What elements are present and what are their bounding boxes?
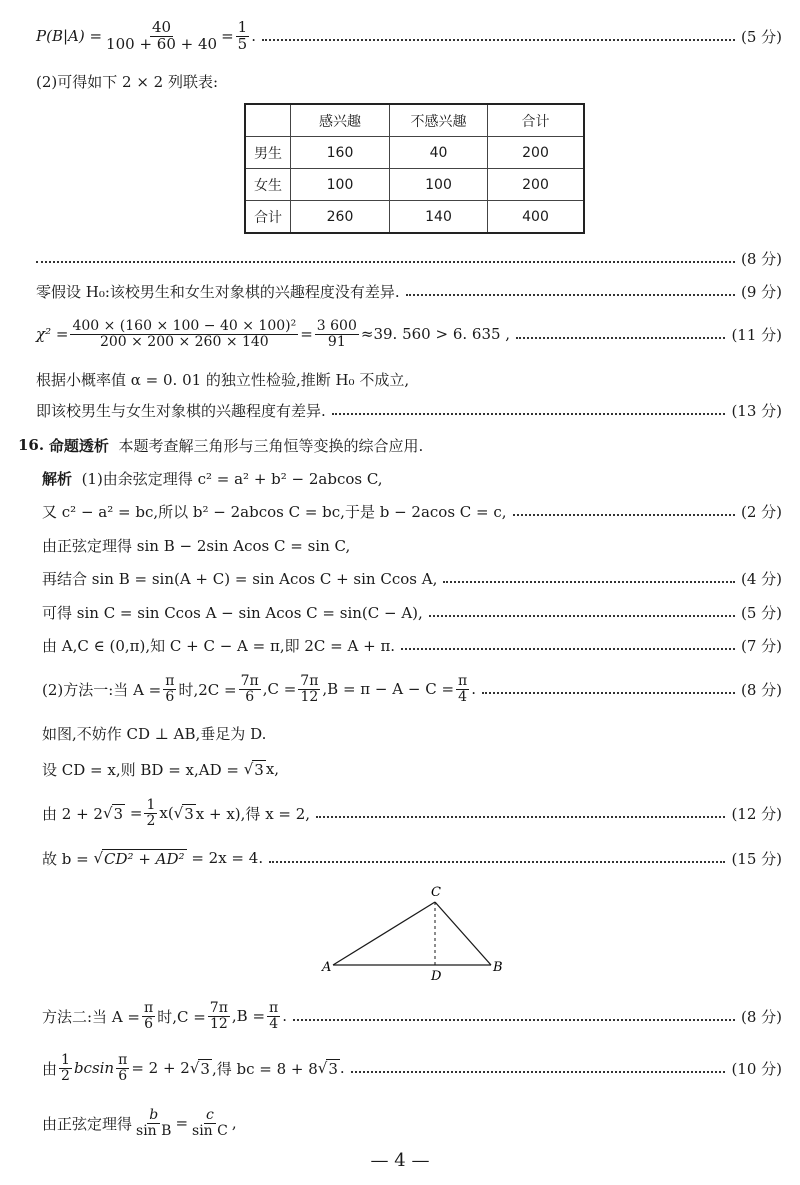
leader-dots <box>401 648 735 650</box>
solution-line: 故 b = √ CD² + AD² = 2x = 4. (15 分) <box>42 849 782 868</box>
analysis-line: 解析 (1)由余弦定理得 c² = a² + b² − 2abcos C, <box>42 469 383 488</box>
score-label: (7 分) <box>740 636 782 655</box>
method-one-line: (2)方法一:当 A = $\frac{\pi}{6}$ 时,2C = $\frac{7\pi}{6}$ ,C = $\frac{7\pi}{12}$ ,B = π − A − C = $\frac{\pi}{4}$ . (8 分) <box>42 672 782 705</box>
solution-line: 由正弦定理得 $\frac{b}{\text{sin B}}$ = $\frac{c}{\text{sin C}}$ , <box>42 1106 237 1139</box>
score-label: (13 分) <box>731 401 782 420</box>
score-label: (12 分) <box>731 804 782 823</box>
solution-line: 由 2 + 2 √ 3 = $\frac{1}{2}$ x( √ 3 x + x),得 x = 2, (12 分) <box>42 796 782 829</box>
table-header-row: 感兴趣 不感兴趣 合计 <box>245 104 584 137</box>
solution-line: 再结合 sin B = sin(A + C) = sin Acos C + sin Ccos A, (4 分) <box>42 569 782 588</box>
score-label: (9 分) <box>740 282 782 301</box>
solution-line: 由 A,C ∈ (0,π),知 C + C − A = π,即 2C = A + π. (7 分) <box>42 636 782 655</box>
table-row: 合计 260 140 400 <box>245 201 584 234</box>
leader-dots <box>269 861 725 863</box>
fraction: $\frac{7\pi}{6}$ <box>240 672 259 705</box>
solution-line: 由正弦定理得 sin B − 2sin Acos C = sin C, <box>42 536 351 555</box>
solution-line: 如图,不妨作 CD ⊥ AB,垂足为 D. <box>42 724 267 743</box>
score-label: (8 分) <box>740 1007 782 1026</box>
question-16-header: 16. 命题透析 本题考查解三角形与三角恒等变换的综合应用. <box>18 436 424 455</box>
conclusion-line: 即该校男生与女生对象棋的兴趣程度有差异. (13 分) <box>36 401 782 420</box>
leader-dots <box>429 615 735 617</box>
solution-line: 又 c² − a² = bc,所以 b² − 2abcos C = bc,于是 b − 2acos C = c, (2 分) <box>42 502 782 521</box>
table-row: 女生 100 100 200 <box>245 169 584 201</box>
fraction: $\frac{1}{5}$ <box>237 17 248 53</box>
fraction: $\frac{\pi}{6}$ <box>144 999 154 1032</box>
leader-dots <box>332 413 726 415</box>
segment-ac <box>333 902 435 965</box>
score-line <box>36 246 782 270</box>
formula-chi-square: χ² = $\frac{\text{400 × (160 × 100 − 40 × 100)²}}{200 \times 200 \times 260 \times 140}$ = $\frac{3 600}{91}$ ≈39. 560 > 6. 635 , (11 分) <box>36 317 782 350</box>
solution-line: 可得 sin C = sin Ccos A − sin Acos C = sin(C − A), (5 分) <box>42 603 782 622</box>
section-title: 命题透析 <box>48 436 109 455</box>
fraction: $\frac{3 600}{91}$ <box>316 317 357 350</box>
fraction: $\frac{c}{\text{sin C}}$ <box>192 1106 228 1139</box>
score-label: (10 分) <box>731 1059 782 1078</box>
fraction: $\frac{7\pi}{12}$ <box>209 999 228 1032</box>
leader-dots <box>36 261 735 263</box>
leader-dots <box>516 337 725 339</box>
label-c: C <box>431 885 441 900</box>
fraction: $\frac{1}{2}$ <box>146 796 156 829</box>
page-number: — 4 — <box>370 1150 430 1171</box>
fraction: $\frac{\pi}{4}$ <box>269 999 279 1032</box>
solution-line: 由 $\frac{1}{2}$ bcsin $\frac{\pi}{6}$ = 2 + 2 √ 3 ,得 bc = 8 + 8 √ 3 . (10 分) <box>42 1051 782 1084</box>
contingency-table <box>244 103 585 234</box>
leader-dots <box>262 39 735 41</box>
table-row: 男生 160 40 200 <box>245 137 584 169</box>
label-a: A <box>322 960 332 975</box>
label-b: B <box>493 960 503 975</box>
text-line: (2)可得如下 2 × 2 列联表: <box>36 72 219 91</box>
label-d: D <box>431 969 442 984</box>
leader-dots <box>513 514 735 516</box>
method-two-line: 方法二:当 A = $\frac{\pi}{6}$ 时,C = $\frac{7\pi}{12}$ ,B = $\frac{\pi}{4}$ . (8 分) <box>42 999 782 1032</box>
fraction: $\frac{40}{100 + 60 + 40}$ <box>106 17 218 53</box>
leader-dots <box>351 1071 726 1073</box>
leader-dots <box>316 816 725 818</box>
score-label: (2 分) <box>740 502 782 521</box>
fraction: $\frac{7\pi}{12}$ <box>300 672 319 705</box>
leader-dots <box>406 294 735 296</box>
fraction: $\frac{\pi}{6}$ <box>118 1051 128 1084</box>
score-label: (5 分) <box>740 603 782 622</box>
score-label: (4 分) <box>740 569 782 588</box>
leader-dots <box>443 581 735 583</box>
score-label: (8 分) <box>740 680 782 699</box>
fraction: $\frac{\pi}{6}$ <box>165 672 175 705</box>
null-hypothesis-line: 零假设 H₀:该校男生和女生对象棋的兴趣程度没有差异. (9 分) <box>36 282 782 301</box>
fraction: $\frac{\pi}{4}$ <box>458 672 468 705</box>
leader-dots <box>482 692 735 694</box>
solution-line: 设 CD = x,则 BD = x,AD = √ 3 x, <box>42 760 280 779</box>
text-line: 根据小概率值 α = 0. 01 的独立性检验,推断 H₀ 不成立, <box>36 370 410 389</box>
leader-dots <box>293 1019 735 1021</box>
score-label: (5 分) <box>740 27 782 46</box>
score-label: (11 分) <box>731 325 782 344</box>
score-label: (15 分) <box>731 849 782 868</box>
triangle-figure <box>315 880 515 985</box>
score-label: (8 分) <box>740 249 782 268</box>
fraction: $\frac{b}{\text{sin B}}$ <box>136 1106 172 1139</box>
segment-bc <box>435 902 491 965</box>
fraction: $\frac{1}{2}$ <box>61 1051 70 1084</box>
formula-conditional-probability: P(B|A) = $\frac{40}{100 + 60 + 40}$ = $\frac{1}{5}$ . (5 分) <box>36 17 782 53</box>
section-title: 解析 <box>42 469 73 488</box>
fraction: $\frac{\text{400 × (160 × 100 − 40 × 100)²}}{200 \times 200 \times 260 \times 140}$ <box>72 317 297 350</box>
